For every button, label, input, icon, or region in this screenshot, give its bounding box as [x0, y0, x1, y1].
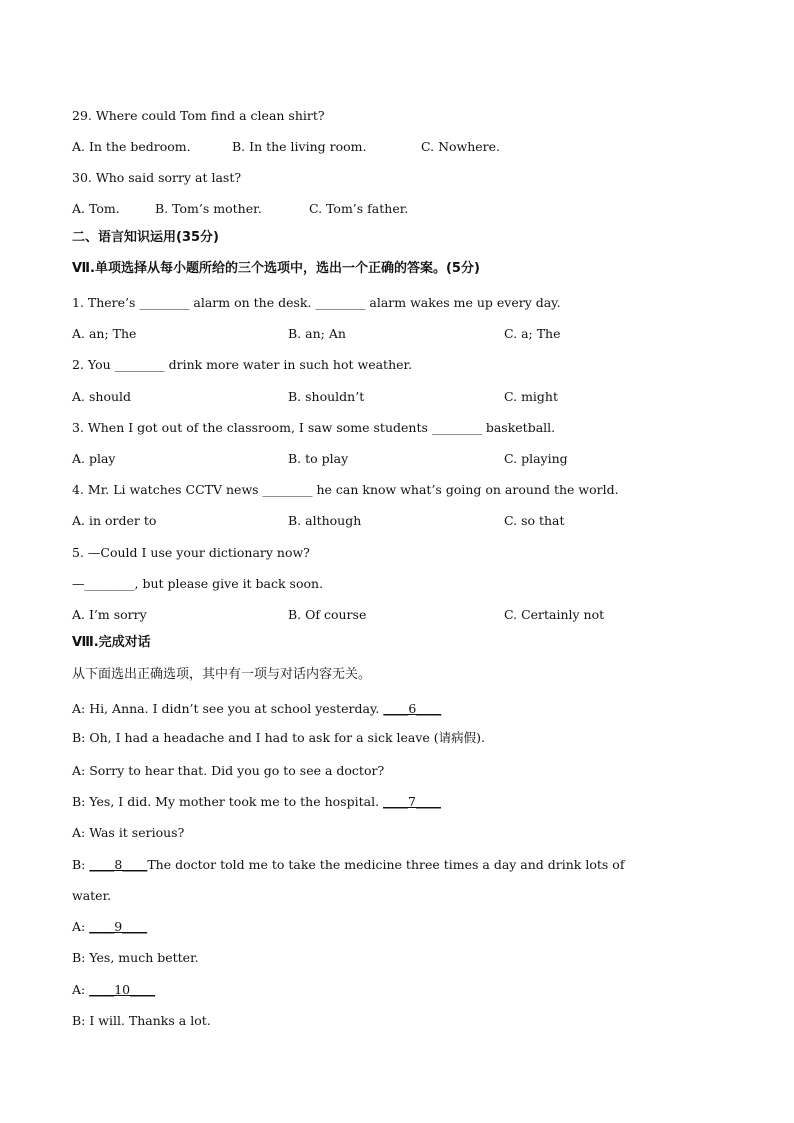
mc-option-4-b: B. although	[288, 513, 362, 528]
dialogue-line-3: A: Sorry to hear that. Did you go to see a doctor?	[72, 763, 385, 778]
blank-7[interactable]: ____7____	[383, 794, 441, 809]
mc-option-2-c: C. might	[504, 389, 558, 404]
dialogue-line-8: B: Yes, much better.	[72, 950, 199, 965]
option-30-b: B. Tom’s mother.	[155, 201, 262, 216]
dialogue-text: B:	[72, 857, 90, 872]
section-2-heading: 二、语言知识运用(35分)	[72, 230, 219, 245]
mc-option-5-b: B. Of course	[288, 607, 367, 622]
dialogue-line-2: B: Oh, I had a headache and I had to ask for a sick leave (请病假).	[72, 730, 486, 745]
mc-option-4-a: A. in order to	[72, 513, 157, 528]
blank-8[interactable]: ____8____	[89, 857, 148, 872]
mc-question-4: 4. Mr. Li watches CCTV news ________ he can know what’s going on around the world.	[72, 482, 619, 497]
dialogue-line-7	[72, 919, 147, 935]
option-29-a: A. In the bedroom.	[72, 139, 191, 154]
mc-option-5-a: A. I’m sorry	[72, 607, 147, 622]
mc-option-1-a: A. an; The	[72, 326, 137, 341]
option-29-c: C. Nowhere.	[421, 139, 501, 154]
option-30-a: A. Tom.	[72, 201, 120, 216]
dialogue-line-4	[72, 794, 441, 810]
dialogue-line-6	[72, 857, 624, 873]
dialogue-text: The doctor told me to take the medicine three times a day and drink lots of	[147, 857, 625, 872]
mc-option-5-c: C. Certainly not	[504, 607, 605, 622]
option-30-c: C. Tom’s father.	[309, 201, 409, 216]
blank-6[interactable]: ____6____	[383, 701, 442, 716]
part-7-heading: Ⅶ.单项选择从每小题所给的三个选项中，选出一个正确的答案。(5分)	[72, 261, 480, 276]
mc-question-2: 2. You ________ drink more water in such hot weather.	[72, 357, 413, 372]
dialogue-line-6-cont: water.	[72, 888, 112, 903]
dialogue-line-10: B: I will. Thanks a lot.	[72, 1013, 211, 1028]
blank-10[interactable]: ____10____	[89, 982, 156, 997]
dialogue-text: A:	[72, 982, 90, 997]
dialogue-text: A:	[72, 919, 90, 934]
mc-option-1-b: B. an; An	[288, 326, 346, 341]
mc-option-2-b: B. shouldn’t	[288, 389, 365, 404]
dialogue-text: A: Hi, Anna. I didn’t see you at school yesterday.	[72, 701, 384, 716]
part-8-instruction: 从下面选出正确选项，其中有一项与对话内容无关。	[72, 667, 372, 682]
option-29-b: B. In the living room.	[232, 139, 367, 154]
mc-option-3-a: A. play	[72, 451, 116, 466]
mc-option-4-c: C. so that	[504, 513, 565, 528]
mc-option-1-c: C. a; The	[504, 326, 561, 341]
part-8-heading: Ⅷ.完成对话	[72, 635, 151, 650]
mc-option-2-a: A. should	[72, 389, 132, 404]
dialogue-line-5: A: Was it serious?	[72, 825, 185, 840]
question-29: 29. Where could Tom find a clean shirt?	[72, 108, 325, 123]
dialogue-text: B: Yes, I did. My mother took me to the hospital.	[72, 794, 384, 809]
dialogue-line-9	[72, 982, 155, 998]
mc-question-1: 1. There’s ________ alarm on the desk. ________ alarm wakes me up every day.	[72, 295, 561, 310]
mc-question-5-reply: —________, but please give it back soon.	[72, 576, 324, 591]
dialogue-line-1	[72, 701, 441, 717]
question-30: 30. Who said sorry at last?	[72, 170, 242, 185]
mc-option-3-b: B. to play	[288, 451, 349, 466]
mc-question-3: 3. When I got out of the classroom, I saw some students ________ basketball.	[72, 420, 556, 435]
blank-9[interactable]: ____9____	[89, 919, 148, 934]
mc-question-5: 5. —Could I use your dictionary now?	[72, 545, 310, 560]
mc-option-3-c: C. playing	[504, 451, 568, 466]
